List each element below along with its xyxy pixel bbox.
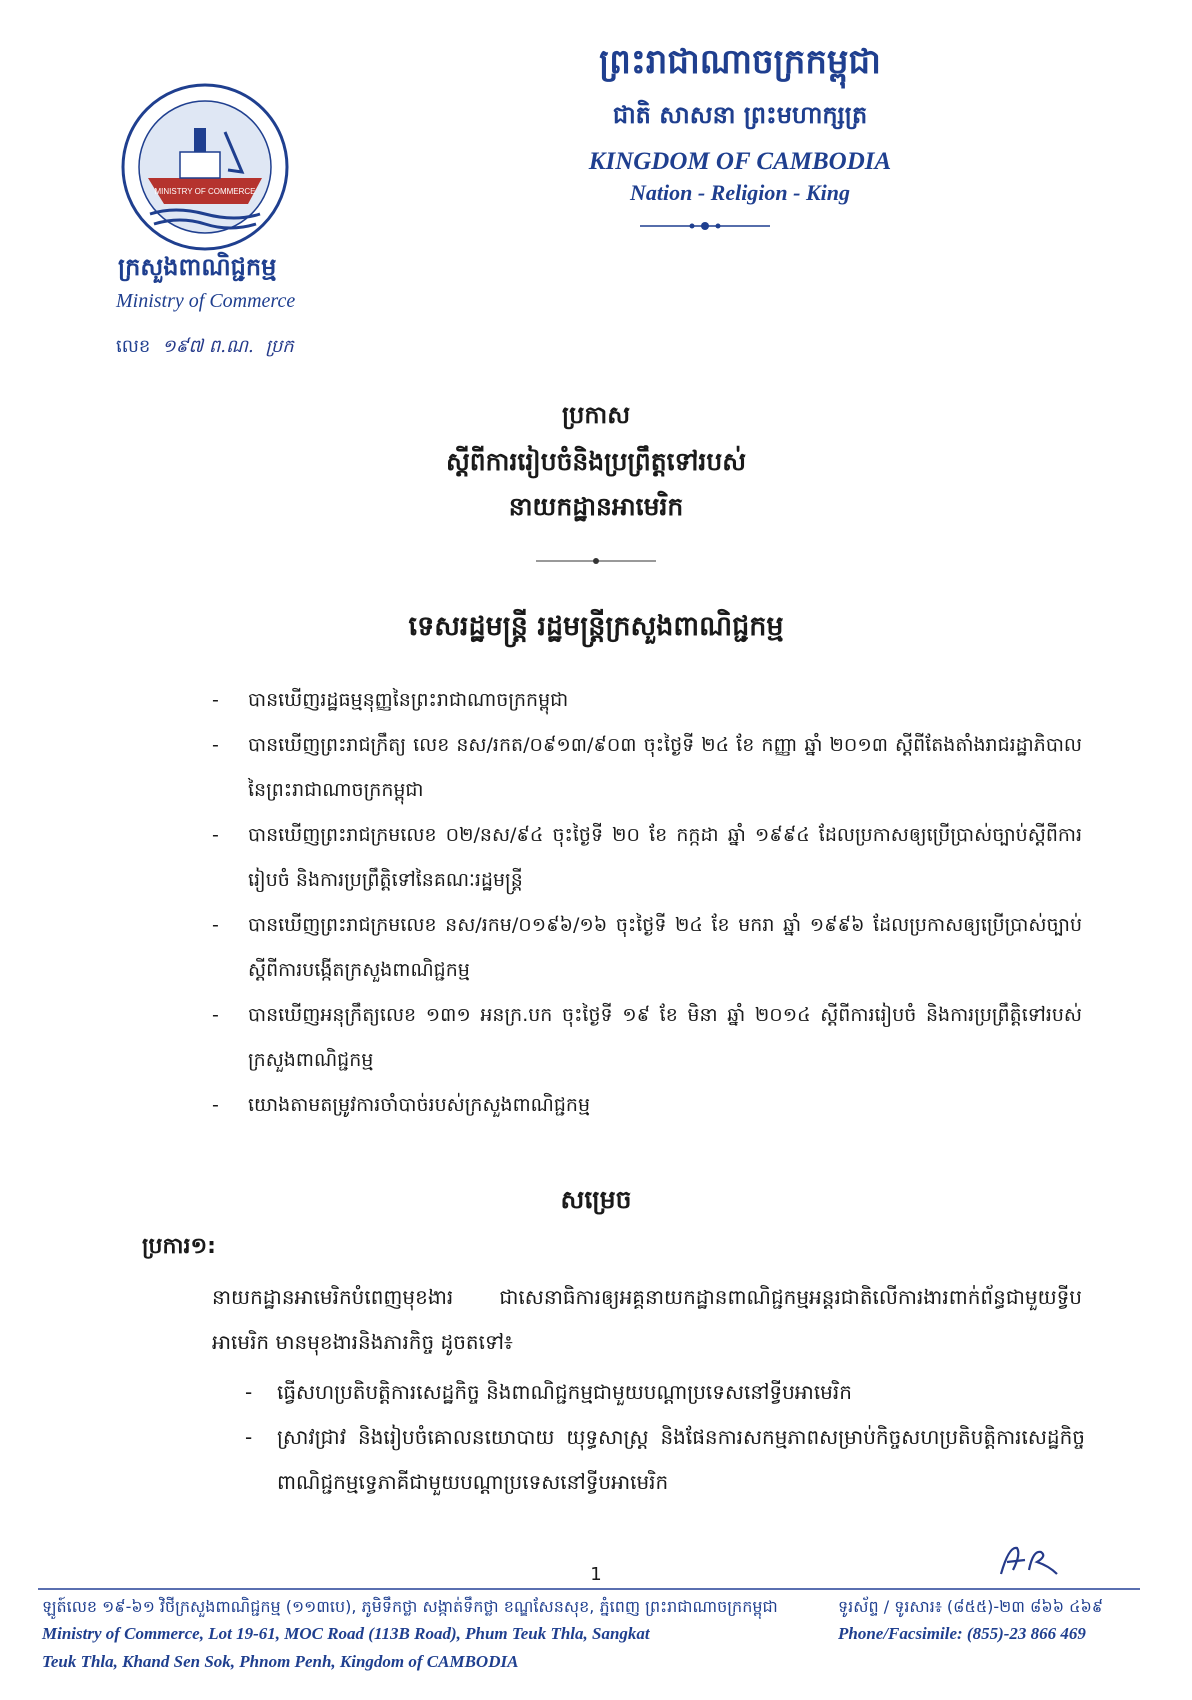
list-item: - ស្រាវជ្រាវ និងរៀបចំគោលនយោបាយ យុទ្ធសាស្ត្រ និងផែនការសកម្មភាពសម្រាប់កិច្ចសហប្រតិបត្តិការសេដ្ឋកិច្ច ពាណិជ្ជកម្មទ្វេភាគីជាមួយបណ្តាប្រទេសនៅទ្វីបអាមេរិក <box>245 1425 1085 1494</box>
logo-text: MINISTRY OF COMMERCE <box>154 187 256 196</box>
header-ornament-divider <box>640 220 770 232</box>
reference-label: លេខ <box>116 336 151 357</box>
footer-phone-km: ទូរស័ព្ទ / ទូរសារ៖ (៨៥៥)-២៣ ៨៦៦ ៤៦៩ <box>838 1597 1104 1616</box>
list-item: - បានឃើញរដ្ឋធម្មនុញ្ញនៃព្រះរាជាណាចក្រកម្ពុជា <box>212 689 569 711</box>
list-item: - យោងតាមតម្រូវការចាំបាច់របស់ក្រសួងពាណិជ្ជកម្ម <box>212 1094 591 1116</box>
ministry-name-km: ក្រសួងពាណិជ្ជកម្ម <box>118 253 277 281</box>
document-subject-line2: នាយកដ្ឋានអាមេរិក <box>508 492 684 521</box>
duties-list <box>245 1370 1085 1505</box>
motto-en: Nation - Religion - King <box>629 180 851 205</box>
ministry-logo <box>120 82 290 252</box>
list-item: - ធ្វើសហប្រតិបត្តិការសេដ្ឋកិច្ច និងពាណិជ្ជកម្មជាមួយបណ្តាប្រទេសនៅទ្វីបអាមេរិក <box>245 1380 852 1404</box>
reference-number <box>116 334 294 361</box>
footer-address-en-line1: Ministry of Commerce, Lot 19-61, MOC Road (113B Road), Phum Teuk Thla, Sangkat <box>42 1624 650 1643</box>
title-ornament-divider <box>536 556 656 566</box>
considerations-list <box>212 678 1082 1128</box>
reference-suffix: ប្រក <box>265 336 294 357</box>
document-type-title: ប្រកាស <box>561 401 631 429</box>
article-1-label: ប្រការ១: <box>142 1234 216 1259</box>
kingdom-name-km: ព្រះរាជាណាចក្រកម្ពុជា <box>599 42 881 82</box>
ministry-name-en: Ministry of Commerce <box>116 290 296 312</box>
footer-divider <box>38 1588 1140 1590</box>
kingdom-name-en: KINGDOM OF CAMBODIA <box>588 148 892 175</box>
footer-address-en-line2: Teuk Thla, Khand Sen Sok, Phnom Penh, Kingdom of CAMBODIA <box>42 1652 519 1671</box>
article-1-body: នាយកដ្ឋានអាមេរិកបំពេញមុខងារ ជាសេនាធិការឲ្យអគ្គនាយកដ្ឋានពាណិជ្ជកម្មអន្តរជាតិលើការងារពាក់ព័ន្ធជាមួយទ្វីបអាមេរិក មានមុខងារនិងភារកិច្ច ដូចតទៅ៖ <box>212 1285 1082 1354</box>
motto-km: ជាតិ សាសនា ព្រះមហាក្សត្រ <box>612 101 868 129</box>
page-number: 1 <box>590 1564 602 1585</box>
document-subject-line1: ស្តីពីការរៀបចំនិងប្រព្រឹត្តទៅរបស់ <box>445 447 747 476</box>
list-item: - បានឃើញព្រះរាជក្រឹត្យ លេខ នស/រកត/០៩១៣/៩០៣ ចុះថ្ងៃទី ២៤ ខែ កញ្ញា ឆ្នាំ ២០១៣ ស្តីពីតែងតាំងរាជរដ្ឋាភិបាលនៃព្រះរាជាណាចក្រកម្ពុជា <box>212 734 1082 801</box>
decides-heading: សម្រេច <box>560 1185 632 1214</box>
list-item: - បានឃើញព្រះរាជក្រមលេខ នស/រកម/០១៩៦/១៦ ចុះថ្ងៃទី ២៤ ខែ មករា ឆ្នាំ ១៩៩៦ ដែលប្រកាសឲ្យប្រើប្រាស់ច្បាប់ស្តីពីការបង្កើតក្រសួងពាណិជ្ជកម្ម <box>212 914 1082 981</box>
list-item: - បានឃើញអនុក្រឹត្យលេខ ១៣១ អនក្រ.បក ចុះថ្ងៃទី ១៩ ខែ មិនា ឆ្នាំ ២០១៤ ស្តីពីការរៀបចំ និងការប្រព្រឹត្តិទៅរបស់ក្រសួងពាណិជ្ជកម្ម <box>212 1004 1082 1071</box>
list-item: - បានឃើញព្រះរាជក្រមលេខ ០២/នស/៩៤ ចុះថ្ងៃទី ២០ ខែ កក្កដា ឆ្នាំ ១៩៩៤ ដែលប្រកាសឲ្យប្រើប្រាស់ច្បាប់ស្តីពីការរៀបចំ និងការប្រព្រឹត្តិទៅនៃគណៈរដ្ឋមន្ត្រី <box>212 824 1082 891</box>
reference-value: ១៩៧ ព.ណ. <box>162 336 254 357</box>
handwritten-initials <box>995 1540 1065 1580</box>
footer-phone-en: Phone/Facsimile: (855)-23 866 469 <box>838 1624 1086 1643</box>
footer-address-km: ឡូត៍លេខ ១៩-៦១ វិថីក្រសួងពាណិជ្ជកម្ម (១១៣បេ), ភូមិទឹកថ្លា សង្កាត់ទឹកថ្លា ខណ្ឌសែនសុខ, ភ្នំពេញ ព្រះរាជាណាចក្រកម្ពុជា <box>42 1597 778 1616</box>
minister-title: ទេសរដ្ឋមន្ត្រី រដ្ឋមន្ត្រីក្រសួងពាណិជ្ជកម្ម <box>408 611 784 642</box>
